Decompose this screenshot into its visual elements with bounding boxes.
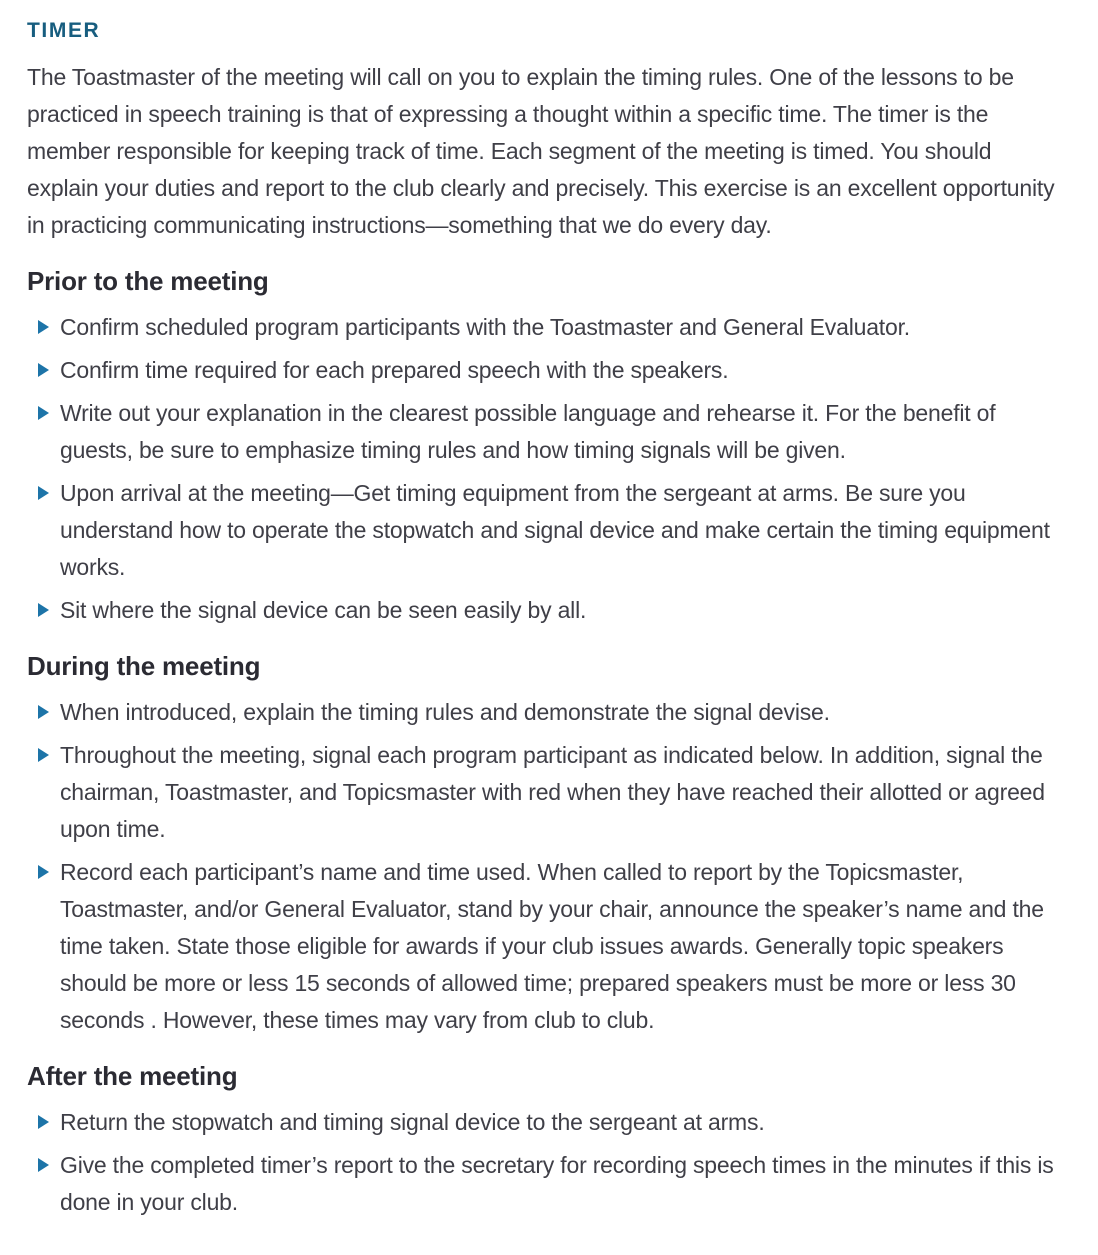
- triangle-bullet-icon: [38, 320, 49, 334]
- triangle-bullet-icon: [38, 748, 49, 762]
- triangle-bullet-icon: [38, 1158, 49, 1172]
- triangle-bullet-icon: [38, 406, 49, 420]
- triangle-bullet-icon: [38, 1115, 49, 1129]
- triangle-bullet-icon: [38, 865, 49, 879]
- list-item: [27, 854, 1068, 1039]
- list-item: [27, 592, 1068, 629]
- bullet-list-prior: [27, 309, 1068, 629]
- page-title: TIMER: [27, 19, 101, 42]
- list-item: [27, 352, 1068, 389]
- bullet-list-during: [27, 694, 1068, 1039]
- list-item: [27, 737, 1068, 848]
- list-item-text: Record each participant’s name and time used. When called to report by the Topicsmaster, Toastmaster, and/or General Evaluator, stand by your chair, announce the speaker’s name and the time taken. State those eligible for awards if your club issues awards. Generally topic speakers should be more or less 15 seconds of allowed time; prepared speakers must be more or less 30 seconds . However, these times may vary from club to club.: [60, 859, 1044, 1033]
- list-item-text: When introduced, explain the timing rules and demonstrate the signal devise.: [60, 699, 830, 725]
- triangle-bullet-icon: [38, 705, 49, 719]
- list-item: [27, 309, 1068, 346]
- list-item-text: Write out your explanation in the clearest possible language and rehearse it. For the benefit of guests, be sure to emphasize timing rules and how timing signals will be given.: [60, 400, 996, 463]
- list-item-text: Upon arrival at the meeting—Get timing equipment from the sergeant at arms. Be sure you understand how to operate the stopwatch and signal device and make certain the timing equipment works.: [60, 480, 1050, 580]
- list-item: [27, 475, 1068, 586]
- list-item-text: Give the completed timer’s report to the secretary for recording speech times in the minutes if this is done in your club.: [60, 1152, 1054, 1215]
- list-item: [27, 1104, 1068, 1141]
- list-item: [27, 694, 1068, 731]
- triangle-bullet-icon: [38, 486, 49, 500]
- list-item-text: Return the stopwatch and timing signal device to the sergeant at arms.: [60, 1109, 765, 1135]
- section-heading-prior: Prior to the meeting: [27, 266, 269, 296]
- list-item-text: Confirm scheduled program participants with the Toastmaster and General Evaluator.: [60, 314, 910, 340]
- bullet-list-after: [27, 1104, 1068, 1221]
- list-item-text: Confirm time required for each prepared speech with the speakers.: [60, 357, 729, 383]
- intro-paragraph: The Toastmaster of the meeting will call on you to explain the timing rules. One of the lessons to be practiced in speech training is that of expressing a thought within a specific time. The timer is the member responsible for keeping track of time. Each segment of the meeting is timed. You should explain your duties and report to the club clearly and precisely. This exercise is an excellent opportunity in practicing communicating instructions—something that we do every day.: [27, 64, 1055, 238]
- section-heading-during: During the meeting: [27, 651, 261, 681]
- list-item: [27, 395, 1068, 469]
- triangle-bullet-icon: [38, 363, 49, 377]
- triangle-bullet-icon: [38, 603, 49, 617]
- list-item: [27, 1147, 1068, 1221]
- list-item-text: Throughout the meeting, signal each program participant as indicated below. In addition, signal the chairman, Toastmaster, and Topicsmaster with red when they have reached their allotted or agreed upon time.: [60, 742, 1045, 842]
- section-heading-after: After the meeting: [27, 1061, 238, 1091]
- list-item-text: Sit where the signal device can be seen easily by all.: [60, 597, 587, 623]
